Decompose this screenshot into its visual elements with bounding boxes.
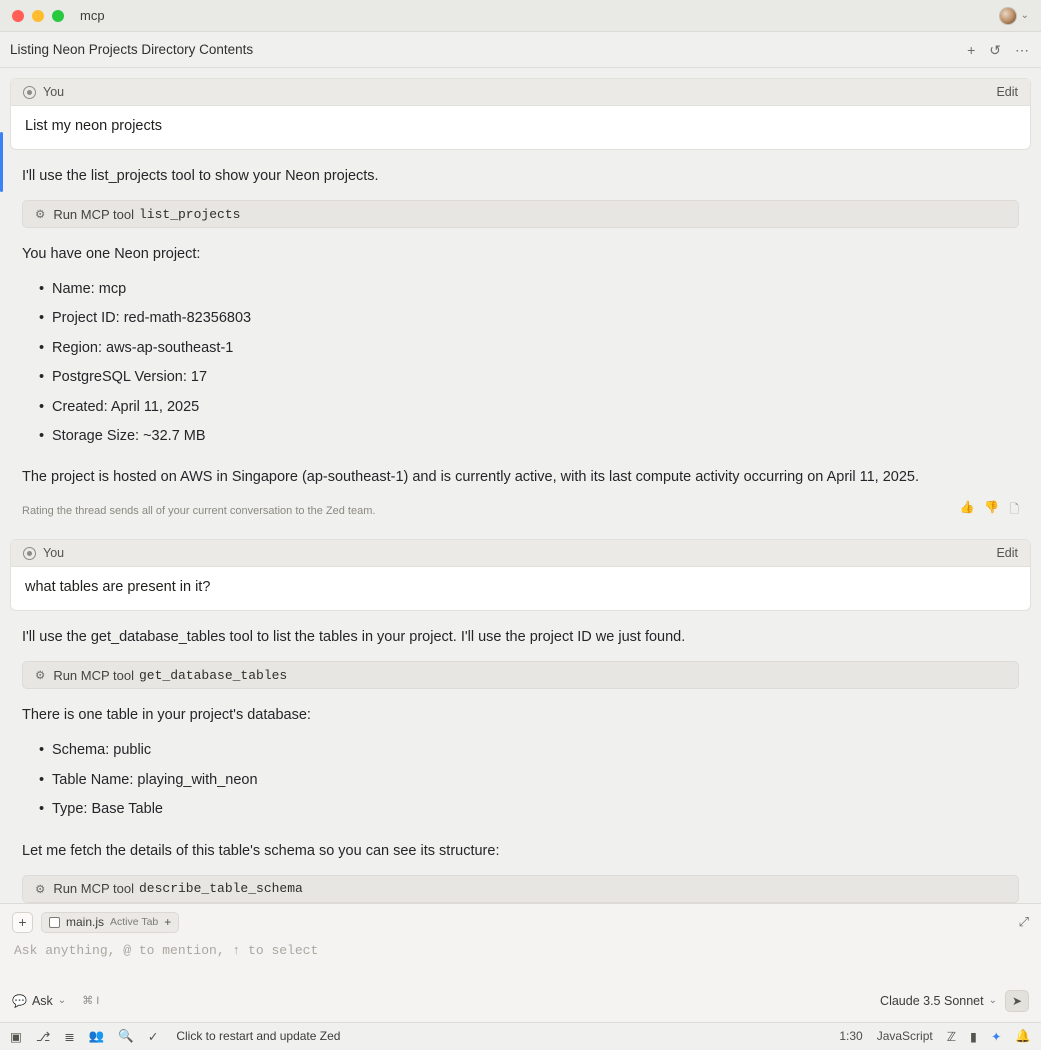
user-icon — [23, 547, 36, 560]
mode-shortcut-hint: ⌘ I — [82, 995, 100, 1008]
assistant-result-heading: You have one Neon project: — [22, 246, 201, 263]
terminal-icon[interactable]: ▮ — [970, 1029, 977, 1044]
project-panel-icon[interactable]: ▣ — [10, 1029, 22, 1044]
tool-name: get_database_tables — [139, 667, 288, 683]
history-icon[interactable]: ↺ — [989, 41, 1001, 58]
list-item: • Project ID: red-math-82356803 — [52, 304, 1027, 333]
assistant-message-1 — [0, 166, 1041, 521]
thread-title: Listing Neon Projects Directory Contents — [10, 42, 254, 57]
user-message-card — [10, 539, 1031, 611]
model-selector[interactable] — [880, 994, 997, 1008]
chat-bubble-icon: 💬 — [12, 993, 27, 1008]
avatar[interactable] — [999, 7, 1017, 25]
thumbs-down-icon[interactable]: 👎 — [984, 500, 1000, 515]
collab-panel-icon[interactable]: 👥 — [88, 1028, 105, 1043]
more-options-icon[interactable]: ⋯ — [1015, 41, 1029, 58]
composer-controls — [0, 984, 1041, 1022]
gear-icon: ⚙ — [35, 670, 46, 683]
tool-use-row[interactable] — [22, 661, 1019, 689]
context-chip-add-icon[interactable]: + — [164, 915, 172, 930]
status-message[interactable]: Click to restart and update Zed — [176, 1029, 341, 1044]
assistant-result-heading: There is one table in your project's database: — [22, 707, 311, 724]
file-icon — [49, 917, 60, 928]
new-thread-icon[interactable]: + — [967, 41, 976, 58]
thread-header — [0, 32, 1041, 68]
list-item: • Schema: public — [52, 736, 1027, 765]
mode-label: Ask — [31, 993, 53, 1008]
context-chip-badge: Active Tab — [110, 916, 159, 929]
user-role-label: You — [43, 85, 65, 99]
list-item: • Created: April 11, 2025 — [52, 393, 1027, 422]
zoom-window-button[interactable] — [52, 10, 64, 22]
user-icon — [23, 86, 36, 99]
rating-actions — [959, 500, 1019, 521]
titlebar-right-group — [999, 7, 1029, 25]
user-message-text: what tables are present in it? — [25, 579, 211, 596]
notifications-icon[interactable]: 🔔 — [1015, 1028, 1031, 1043]
rating-note-text: Rating the thread sends all of your current conversation to the Zed team. — [22, 504, 376, 517]
language-server-icon[interactable]: ℤ — [946, 1029, 957, 1044]
tool-run-label: Run MCP tool — [53, 206, 134, 222]
cursor-position[interactable]: 1:30 — [839, 1029, 863, 1044]
list-item: • Type: Base Table — [52, 795, 1027, 824]
scrollbar-thumb[interactable] — [0, 132, 3, 192]
user-role-label: You — [43, 546, 65, 561]
list-item: • Storage Size: ~32.7 MB — [52, 422, 1027, 451]
git-branch-icon[interactable]: ⎇ — [35, 1029, 51, 1044]
outline-panel-icon[interactable]: ≣ — [64, 1029, 75, 1044]
tool-run-label: Run MCP tool — [53, 667, 134, 683]
tool-use-row[interactable] — [22, 875, 1019, 903]
thread-actions — [967, 43, 1029, 57]
edit-message-button[interactable]: Edit — [996, 546, 1018, 561]
search-icon[interactable]: 🔍 — [118, 1028, 134, 1043]
message-input[interactable]: Ask anything, @ to mention, ↑ to select — [14, 942, 319, 958]
add-context-button[interactable]: + — [12, 912, 33, 933]
copy-icon[interactable]: 🗋 — [1009, 502, 1019, 517]
status-bar-right — [839, 1029, 1031, 1044]
language-label[interactable]: JavaScript — [876, 1029, 933, 1044]
rating-note — [22, 500, 1019, 521]
check-icon[interactable]: ✓ — [147, 1029, 159, 1044]
composer — [0, 903, 1041, 1022]
gear-icon: ⚙ — [35, 883, 46, 896]
traffic-lights — [12, 10, 64, 22]
status-bar — [0, 1022, 1041, 1050]
context-chip-filename: main.js — [66, 915, 105, 930]
close-window-button[interactable] — [12, 10, 24, 22]
tool-name: list_projects — [139, 206, 241, 222]
list-item: • Table Name: playing_with_neon — [52, 766, 1027, 795]
gear-icon: ⚙ — [35, 209, 46, 222]
assistant-summary-text: The project is hosted on AWS in Singapore (ap-southeast-1) and is currently active, with its last compute activity occurring on April 11, 2025. — [22, 469, 920, 486]
tool-use-row[interactable] — [22, 200, 1019, 228]
chevron-down-icon[interactable]: ⌄ — [1020, 10, 1029, 21]
mode-selector[interactable] — [12, 994, 66, 1008]
send-button[interactable]: ➤ — [1005, 990, 1029, 1012]
user-message-header — [11, 540, 1030, 567]
list-item: • PostgreSQL Version: 17 — [52, 363, 1027, 392]
user-message-text: List my neon projects — [25, 118, 163, 134]
tool-name: describe_table_schema — [139, 881, 303, 897]
expand-composer-icon[interactable]: ⤢ — [1018, 914, 1029, 930]
thumbs-up-icon[interactable]: 👍 — [959, 500, 975, 515]
conversation-scroll-area[interactable] — [0, 68, 1041, 903]
assistant-followup-text: Let me fetch the details of this table's schema so you can see its structure: — [22, 842, 500, 859]
edit-message-button[interactable]: Edit — [996, 85, 1018, 99]
tool-run-label: Run MCP tool — [53, 881, 134, 897]
list-item: • Region: aws-ap-southeast-1 — [52, 334, 1027, 363]
assistant-message-2 — [0, 627, 1041, 902]
model-label: Claude 3.5 Sonnet — [880, 993, 984, 1008]
minimize-window-button[interactable] — [32, 10, 44, 22]
list-item: • Name: mcp — [52, 275, 1027, 304]
title-bar — [0, 0, 1041, 32]
composer-context-row — [0, 904, 1041, 935]
assistant-intro-text: I'll use the get_database_tables tool to list the tables in your project. I'll use the project ID we just found. — [22, 629, 686, 646]
assistant-icon[interactable]: ✦ — [990, 1029, 1002, 1044]
context-chip-active-tab[interactable] — [41, 912, 179, 933]
assistant-intro-text: I'll use the list_projects tool to show your Neon projects. — [22, 168, 379, 184]
window-title: mcp — [80, 8, 105, 23]
chevron-down-icon: ⌄ — [57, 995, 67, 1007]
chevron-down-icon: ⌄ — [988, 995, 997, 1007]
user-message-card — [10, 78, 1031, 150]
user-message-header — [11, 79, 1030, 106]
project-details-list — [14, 275, 1027, 451]
table-details-list — [14, 736, 1027, 824]
